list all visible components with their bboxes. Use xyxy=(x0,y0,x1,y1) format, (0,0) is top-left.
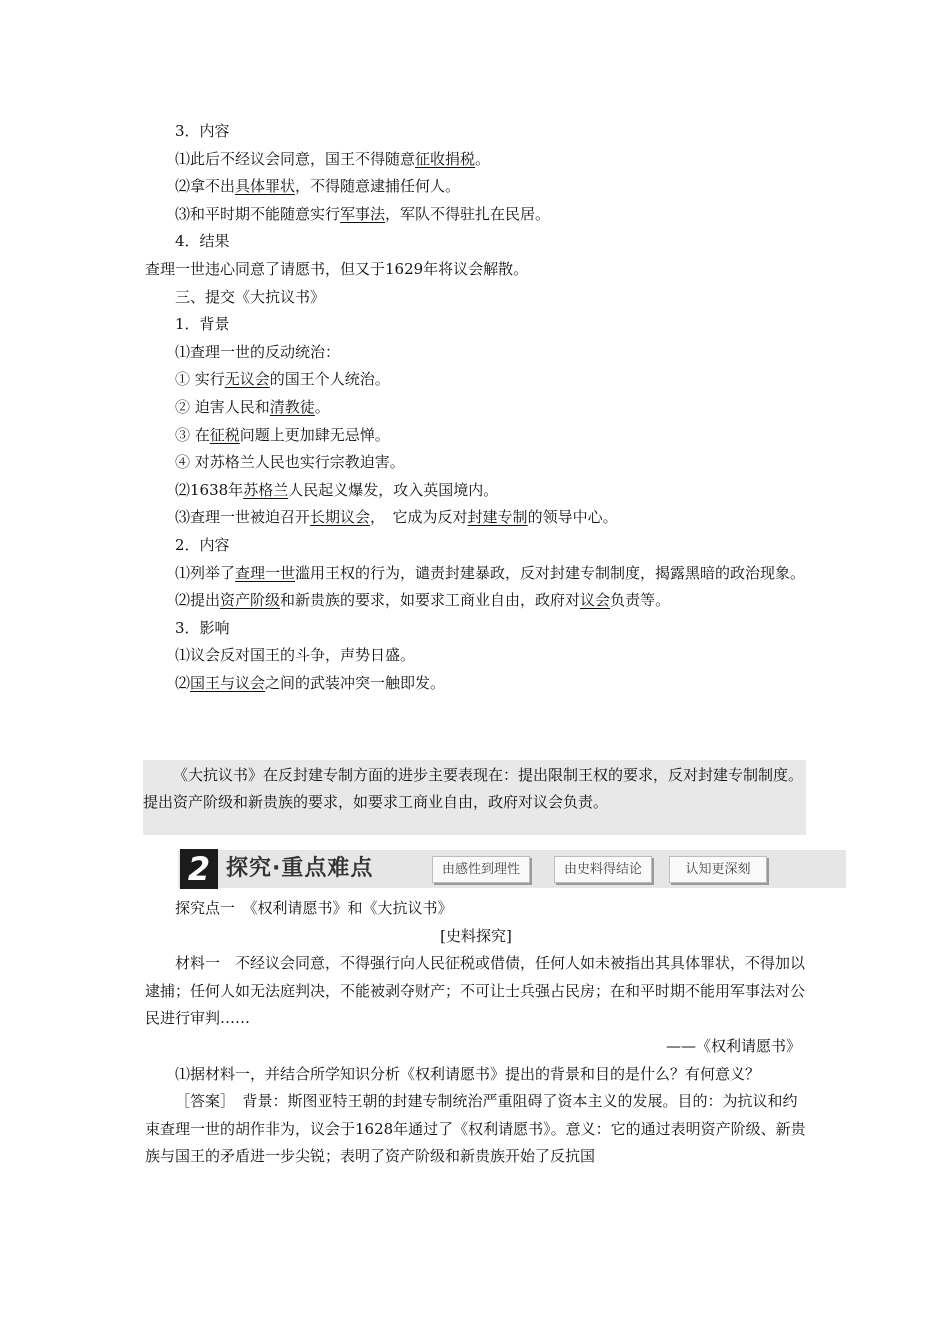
banner-tag-1: 由感性到理性 xyxy=(432,856,530,883)
underlined-term: 征税 xyxy=(209,425,240,444)
text: 负责等。 xyxy=(610,591,671,610)
text: ⑴此后不经议会同意，国王不得随意 xyxy=(175,149,416,168)
item-line xyxy=(145,477,807,505)
text: ⑶查理一世被迫召开 xyxy=(175,508,311,527)
summary-note-box xyxy=(143,760,806,835)
text: ① 实行 xyxy=(175,370,225,389)
text: 和新贵族的要求，如要求工商业自由，政府对 xyxy=(280,591,581,610)
item-line xyxy=(145,146,807,174)
underlined-term: 军事法 xyxy=(340,204,386,223)
underlined-term: 长期议会 xyxy=(310,508,371,527)
underlined-term: 无议会 xyxy=(224,370,270,389)
heading-content-2: 2．内容 xyxy=(175,535,230,554)
item-paragraph xyxy=(145,560,807,588)
text: ⑵提出 xyxy=(175,591,221,610)
summary-note-text: 《大抗议书》在反封建专制方面的进步主要表现在：提出限制王权的要求，反对封建专制制度。提出资产阶级和新贵族的要求，如要求工商业自由，政府对议会负责。 xyxy=(143,766,804,811)
banner-tag-3: 认知更深刻 xyxy=(669,856,767,883)
text: ② 迫害人民和 xyxy=(175,397,270,416)
text: 的领导中心。 xyxy=(527,508,618,527)
text: 的国王个人统治。 xyxy=(269,370,390,389)
item-line xyxy=(145,394,807,422)
text: ，军队不得驻扎在民居。 xyxy=(385,204,551,223)
underlined-term: 资产阶级 xyxy=(220,591,281,610)
section-banner xyxy=(178,850,846,888)
answer-text: ［答案］ 背景：斯图亚特王朝的封建专制统治严重阻碍了资本主义的发展。目的：为抗议和约束查理一世的胡作非为，议会于1628年通过了《权利请愿书》。意义：它的通过表明资产阶级、新贵族与国王的矛盾进一步尖锐；表明了资产阶级和新贵族开始了反抗国 xyxy=(145,1092,806,1166)
section-number-badge: 2 xyxy=(180,849,218,889)
text: 。 xyxy=(314,397,330,416)
exploration-heading: 探究点一 《权利请愿书》和《大抗议书》 xyxy=(175,899,453,917)
question-text: ⑴据材料一，并结合所学知识分析《权利请愿书》提出的背景和目的是什么？有何意义？ xyxy=(175,1064,761,1083)
item-line: ④ 对苏格兰人民也实行宗教迫害。 xyxy=(175,453,405,472)
item-line xyxy=(145,422,807,450)
result-text: 查理一世违心同意了请愿书，但又于1629年将议会解散。 xyxy=(145,259,529,278)
exploration-subheading: [史料探究] xyxy=(440,926,512,945)
exploration-section xyxy=(145,895,807,1171)
underlined-term: 国王与议会 xyxy=(190,673,266,692)
item-line xyxy=(145,504,807,532)
underlined-term: 具体罪状 xyxy=(235,177,296,196)
banner-title: 探究·重点难点 xyxy=(226,856,374,881)
heading-impact: 3．影响 xyxy=(175,618,230,637)
text: ⑵1638年 xyxy=(175,480,244,499)
underlined-term: 议会 xyxy=(580,591,611,610)
text: 人民起义爆发，攻入英国境内。 xyxy=(288,480,499,499)
heading-background: 1．背景 xyxy=(175,315,230,334)
text: ⑶和平时期不能随意实行 xyxy=(175,204,341,223)
item-line xyxy=(145,670,807,698)
text: ， 它成为反对 xyxy=(370,508,468,527)
item-line xyxy=(145,173,807,201)
heading-result: 4．结果 xyxy=(175,232,230,251)
section-heading: 三、提交《大抗议书》 xyxy=(175,287,326,306)
underlined-term: 封建专制 xyxy=(467,508,528,527)
underlined-term: 查理一世 xyxy=(235,563,296,582)
underlined-term: 清教徒 xyxy=(269,397,315,416)
text: ⑴列举了 xyxy=(175,563,236,582)
text: 滥用王权的行为，谴责封建暴政，反对封建专制制度，揭露黑暗的政治现象。 xyxy=(295,563,806,582)
main-content xyxy=(145,118,807,697)
text: 。 xyxy=(475,149,491,168)
item-line: ⑴查理一世的反动统治： xyxy=(175,342,341,361)
underlined-term: 苏格兰 xyxy=(243,480,289,499)
text: ⑵拿不出 xyxy=(175,177,236,196)
material-text: 材料一 不经议会同意，不得强行向人民征税或借债，任何人如未被指出其具体罪状，不得加以逮捕；任何人如无法庭判决，不能被剥夺财产；不可让士兵强占民房；在和平时期不能用军事法对公民进行审判…… xyxy=(145,954,806,1028)
item-line xyxy=(145,587,807,615)
text: 之间的武装冲突一触即发。 xyxy=(265,673,446,692)
banner-tag-2: 由史料得结论 xyxy=(554,856,652,883)
heading-content: 3．内容 xyxy=(175,122,230,140)
text: ③ 在 xyxy=(175,425,210,444)
material-source: ——《权利请愿书》 xyxy=(665,1036,801,1055)
text: 问题上更加肆无忌惮。 xyxy=(239,425,390,444)
text: ⑵ xyxy=(175,673,191,692)
item-line: ⑴议会反对国王的斗争，声势日盛。 xyxy=(175,646,416,665)
item-line xyxy=(145,366,807,394)
item-line xyxy=(145,201,807,229)
text: ，不得随意逮捕任何人。 xyxy=(295,177,461,196)
underlined-term: 征收捐税 xyxy=(415,149,476,168)
